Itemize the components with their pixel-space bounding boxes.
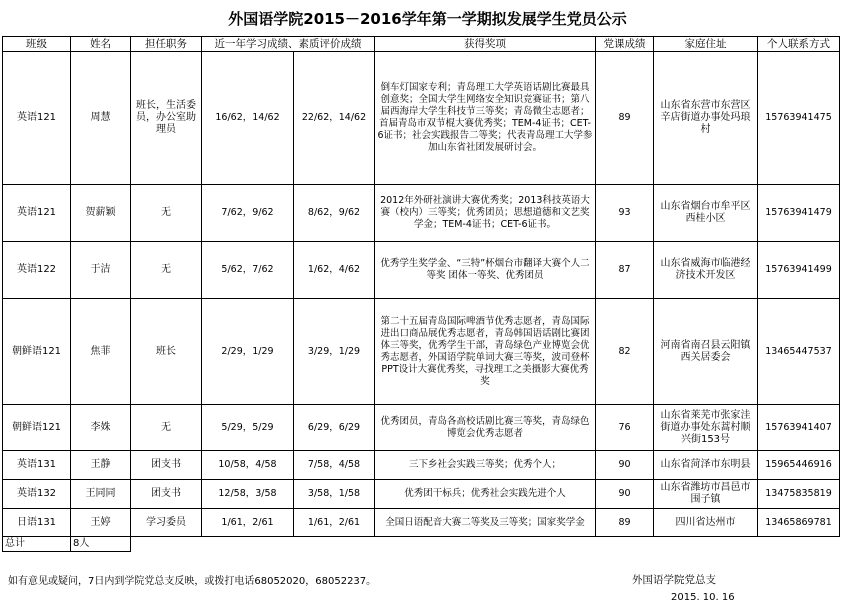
cell-party-score: 87 [596, 242, 654, 299]
cell-name: 贺薪颖 [71, 185, 131, 242]
header-awards: 获得奖项 [375, 37, 596, 52]
total-value: 8人 [71, 537, 131, 552]
cell-class: 朝鲜语121 [3, 405, 71, 451]
cell-position: 班长 [131, 299, 202, 405]
cell-awards: 优秀团员，青岛各高校话剧比赛三等奖，青岛绿色博览会优秀志愿者 [375, 405, 596, 451]
cell-party-score: 90 [596, 451, 654, 480]
footer-organization: 外国语学院党总支 [632, 574, 716, 586]
cell-party-score: 89 [596, 509, 654, 537]
cell-awards: 三下乡社会实践三等奖；优秀个人； [375, 451, 596, 480]
cell-position: 无 [131, 242, 202, 299]
cell-name: 王静 [71, 451, 131, 480]
cell-phone: 15965446916 [758, 451, 840, 480]
cell-party-score: 82 [596, 299, 654, 405]
header-row [3, 37, 840, 52]
table-row [3, 185, 840, 242]
cell-awards: 全国日语配音大赛二等奖及三等奖；国家奖学金 [375, 509, 596, 537]
cell-phone: 13465447537 [758, 299, 840, 405]
cell-study-score: 12/58，3/58 [202, 480, 294, 509]
cell-address: 山东省莱芜市张家洼街道办事处东蒿村顺兴街153号 [654, 405, 758, 451]
header-phone: 个人联系方式 [758, 37, 840, 52]
cell-phone: 13465869781 [758, 509, 840, 537]
cell-party-score: 89 [596, 52, 654, 185]
candidate-table [2, 36, 840, 552]
cell-party-score: 93 [596, 185, 654, 242]
table-row [3, 242, 840, 299]
cell-class: 英语121 [3, 185, 71, 242]
cell-phone: 15763941479 [758, 185, 840, 242]
cell-study-score: 2/29，1/29 [202, 299, 294, 405]
cell-quality-score: 3/58，1/58 [294, 480, 375, 509]
cell-quality-score: 8/62，9/62 [294, 185, 375, 242]
total-label: 总计 [3, 537, 71, 552]
cell-awards: 优秀团干标兵；优秀社会实践先进个人 [375, 480, 596, 509]
header-position: 担任职务 [131, 37, 202, 52]
cell-position: 班长，生活委员，办公室助理员 [131, 52, 202, 185]
cell-position: 团支书 [131, 451, 202, 480]
cell-quality-score: 1/61，2/61 [294, 509, 375, 537]
cell-name: 周慧 [71, 52, 131, 185]
cell-study-score: 5/62，7/62 [202, 242, 294, 299]
table-row [3, 405, 840, 451]
header-scores: 近一年学习成绩、素质评价成绩 [202, 37, 375, 52]
header-class: 班级 [3, 37, 71, 52]
cell-name: 焦菲 [71, 299, 131, 405]
cell-position: 学习委员 [131, 509, 202, 537]
header-name: 姓名 [71, 37, 131, 52]
cell-position: 无 [131, 185, 202, 242]
cell-class: 英语122 [3, 242, 71, 299]
cell-class: 英语131 [3, 451, 71, 480]
cell-phone: 15763941499 [758, 242, 840, 299]
cell-awards: 2012年外研社演讲大赛优秀奖；2013科技英语大赛（校内）三等奖；优秀团员；思想道德和文艺奖学金；TEM-4证书；CET-6证书。 [375, 185, 596, 242]
footer-date: 2015. 10. 16 [671, 592, 735, 603]
cell-address: 山东省东营市东营区辛店街道办事处玛琅村 [654, 52, 758, 185]
cell-name: 李姝 [71, 405, 131, 451]
cell-study-score: 16/62，14/62 [202, 52, 294, 185]
header-party-score: 党课成绩 [596, 37, 654, 52]
table-row [3, 451, 840, 480]
cell-quality-score: 7/58，4/58 [294, 451, 375, 480]
cell-address: 河南省南召县云阳镇西关居委会 [654, 299, 758, 405]
cell-name: 王婷 [71, 509, 131, 537]
cell-awards: 优秀学生奖学金、“三特”杯烟台市翻译大赛个人二等奖 团体一等奖、优秀团员 [375, 242, 596, 299]
total-blank [131, 537, 840, 552]
table-row [3, 299, 840, 405]
cell-address: 山东省威海市临港经济技术开发区 [654, 242, 758, 299]
table-row [3, 52, 840, 185]
cell-class: 日语131 [3, 509, 71, 537]
cell-address: 四川省达州市 [654, 509, 758, 537]
cell-party-score: 90 [596, 480, 654, 509]
cell-name: 于洁 [71, 242, 131, 299]
page-title: 外国语学院2015－2016学年第一学期拟发展学生党员公示 [228, 10, 627, 28]
cell-address: 山东省菏泽市东明县 [654, 451, 758, 480]
cell-quality-score: 1/62，4/62 [294, 242, 375, 299]
cell-party-score: 76 [596, 405, 654, 451]
cell-phone: 15763941475 [758, 52, 840, 185]
cell-study-score: 7/62，9/62 [202, 185, 294, 242]
cell-address: 山东省潍坊市昌邑市围子镇 [654, 480, 758, 509]
cell-awards: 第二十五届青岛国际啤酒节优秀志愿者，青岛国际进出口商品展优秀志愿者，青岛韩国语话剧比赛团体三等奖，优秀学生干部，青岛绿色产业博览会优秀志愿者，外国语学院单词大赛三等奖，波司登杯PPT设计大赛优秀奖，寻找理工之美摄影大赛优秀奖 [375, 299, 596, 405]
table-row [3, 480, 840, 509]
footer-note: 如有意见或疑问，7日内到学院党总支反映，或拨打电话68052020，68052237。 [8, 576, 377, 587]
table-row [3, 509, 840, 537]
cell-study-score: 5/29，5/29 [202, 405, 294, 451]
cell-study-score: 10/58，4/58 [202, 451, 294, 480]
cell-phone: 13475835819 [758, 480, 840, 509]
cell-study-score: 1/61，2/61 [202, 509, 294, 537]
total-row [3, 537, 840, 552]
cell-class: 朝鲜语121 [3, 299, 71, 405]
cell-position: 无 [131, 405, 202, 451]
cell-quality-score: 22/62，14/62 [294, 52, 375, 185]
cell-address: 山东省烟台市牟平区西桂小区 [654, 185, 758, 242]
cell-awards: 倒车灯国家专利；青岛理工大学英语话剧比赛最具创意奖；全国大学生网络安全知识竞赛证书；第八届西海岸大学生科技节三等奖；青岛微尘志愿者；首届青岛市双节棍大赛优秀奖；TEM-4证书；CET-6证书；社会实践报告二等奖；代表青岛理工大学参加山东省社团发展研讨会。 [375, 52, 596, 185]
cell-name: 王同同 [71, 480, 131, 509]
cell-class: 英语121 [3, 52, 71, 185]
cell-position: 团支书 [131, 480, 202, 509]
cell-phone: 15763941407 [758, 405, 840, 451]
cell-quality-score: 3/29，1/29 [294, 299, 375, 405]
cell-quality-score: 6/29，6/29 [294, 405, 375, 451]
header-address: 家庭住址 [654, 37, 758, 52]
cell-class: 英语132 [3, 480, 71, 509]
